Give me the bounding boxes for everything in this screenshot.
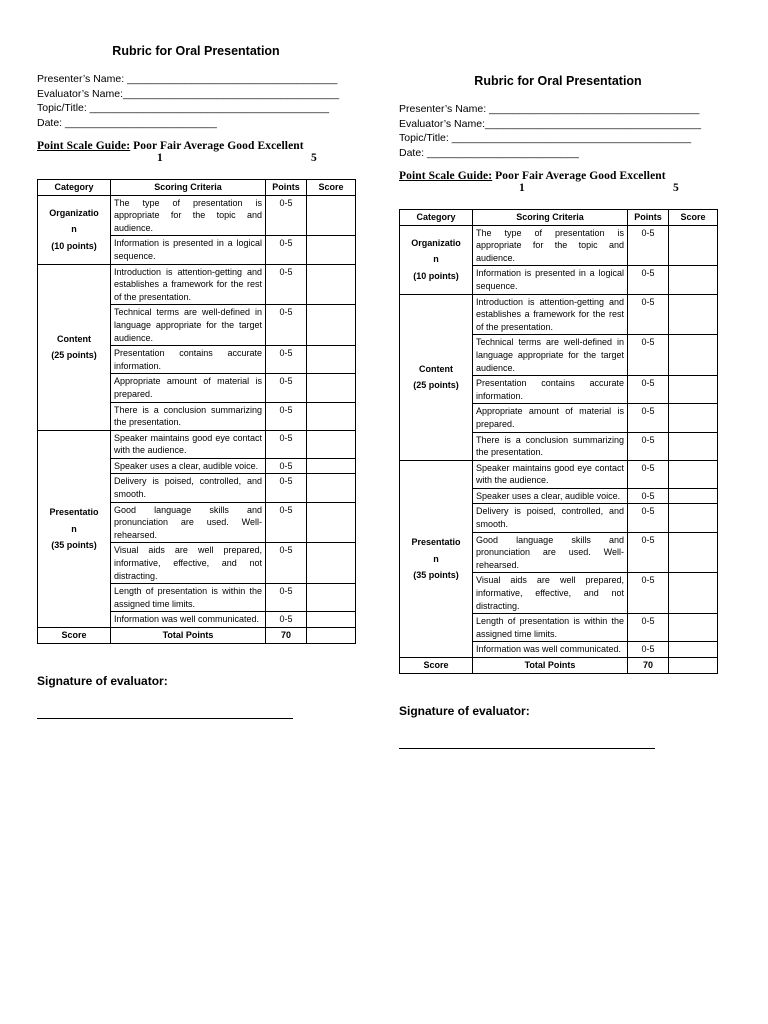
points-range: 0-5 — [266, 458, 307, 474]
footer-score-cell[interactable] — [669, 658, 718, 674]
date-field[interactable]: Date: __________________________ — [399, 146, 579, 159]
criteria-text: Information is presented in a logical sequence. — [473, 266, 628, 294]
score-cell[interactable] — [669, 335, 718, 376]
score-cell[interactable] — [307, 474, 356, 502]
evaluator-name-field[interactable]: Evaluator’s Name:_____________________________________ — [399, 117, 702, 130]
score-cell[interactable] — [669, 504, 718, 532]
form-fields — [37, 72, 355, 130]
header-score: Score — [669, 210, 718, 226]
score-cell[interactable] — [307, 264, 356, 305]
points-range: 0-5 — [266, 374, 307, 402]
criteria-text: Length of presentation is within the assigned time limits. — [111, 584, 266, 612]
header-category: Category — [400, 210, 473, 226]
footer-score-label: Score — [400, 658, 473, 674]
category-name-line: Presentatio — [49, 506, 99, 517]
points-range: 0-5 — [266, 502, 307, 543]
score-cell[interactable] — [307, 458, 356, 474]
criteria-text: Information was well communicated. — [473, 642, 628, 658]
category-name-line: Organizatio — [49, 207, 99, 218]
score-cell[interactable] — [307, 612, 356, 628]
category-name-line: n — [433, 553, 439, 564]
score-cell[interactable] — [307, 430, 356, 458]
evaluator-name-field[interactable]: Evaluator’s Name:_____________________________________ — [37, 87, 340, 100]
category-name-line: Content — [57, 333, 91, 344]
score-cell[interactable] — [307, 374, 356, 402]
points-range: 0-5 — [628, 504, 669, 532]
points-range: 0-5 — [266, 612, 307, 628]
point-scale-guide — [37, 140, 355, 166]
scale-levels: Poor Fair Average Good Excellent — [133, 140, 304, 152]
footer-total-value: 70 — [628, 658, 669, 674]
criteria-text: Visual aids are well prepared, informative, effective, and not distracting. — [111, 543, 266, 584]
points-range: 0-5 — [628, 335, 669, 376]
rubric-title: Rubric for Oral Presentation — [474, 74, 642, 88]
points-range: 0-5 — [628, 532, 669, 573]
criteria-text: Good language skills and pronunciation are used. Well-rehearsed. — [111, 502, 266, 543]
header-category: Category — [38, 180, 111, 196]
score-cell[interactable] — [669, 614, 718, 642]
criteria-text: Presentation contains accurate information. — [473, 376, 628, 404]
criteria-text: Good language skills and pronunciation are used. Well-rehearsed. — [473, 532, 628, 573]
points-range: 0-5 — [628, 266, 669, 294]
points-range: 0-5 — [628, 225, 669, 266]
score-cell[interactable] — [307, 236, 356, 264]
scale-label: Point Scale Guide: — [37, 140, 131, 152]
footer-total-label: Total Points — [473, 658, 628, 674]
points-range: 0-5 — [266, 346, 307, 374]
points-range: 0-5 — [628, 294, 669, 335]
signature-line[interactable] — [399, 748, 655, 749]
header-score: Score — [307, 180, 356, 196]
criteria-text: There is a conclusion summarizing the presentation. — [473, 432, 628, 460]
points-range: 0-5 — [628, 432, 669, 460]
scale-label: Point Scale Guide: — [399, 170, 493, 182]
table-header-row — [400, 210, 718, 226]
presenter-name-field[interactable]: Presenter’s Name: ____________________________________ — [399, 103, 700, 115]
criteria-text: Delivery is poised, controlled, and smooth. — [473, 504, 628, 532]
category-name-line: (25 points) — [51, 350, 97, 361]
score-cell[interactable] — [669, 488, 718, 504]
score-cell[interactable] — [307, 402, 356, 430]
scale-low: 1 — [157, 152, 163, 164]
rubric-left — [37, 44, 355, 719]
score-cell[interactable] — [307, 584, 356, 612]
criteria-text: Speaker maintains good eye contact with the audience. — [473, 460, 628, 488]
score-cell[interactable] — [669, 532, 718, 573]
criteria-text: Speaker uses a clear, audible voice. — [473, 488, 628, 504]
category-cell — [38, 195, 111, 264]
criteria-row — [400, 294, 718, 335]
criteria-text: Technical terms are well-defined in language appropriate for the target audience. — [473, 335, 628, 376]
points-range: 0-5 — [266, 543, 307, 584]
header-points: Points — [266, 180, 307, 196]
score-cell[interactable] — [669, 266, 718, 294]
points-range: 0-5 — [628, 642, 669, 658]
criteria-text: Appropriate amount of material is prepared. — [473, 404, 628, 432]
criteria-text: Technical terms are well-defined in language appropriate for the target audience. — [111, 305, 266, 346]
score-cell[interactable] — [307, 195, 356, 236]
rubric-table — [37, 179, 356, 644]
score-cell[interactable] — [669, 404, 718, 432]
presenter-name-field[interactable]: Presenter’s Name: ____________________________________ — [37, 73, 338, 85]
category-cell — [400, 460, 473, 657]
rubric-right — [399, 74, 717, 749]
footer-total-value: 70 — [266, 628, 307, 644]
header-points: Points — [628, 210, 669, 226]
points-range: 0-5 — [266, 236, 307, 264]
criteria-row — [38, 430, 356, 458]
scale-levels: Poor Fair Average Good Excellent — [495, 170, 666, 182]
category-name-line: Content — [419, 363, 453, 374]
topic-title-field[interactable]: Topic/Title: _________________________________________ — [399, 132, 692, 144]
category-name-line: n — [71, 224, 77, 235]
category-name-line: Presentatio — [411, 536, 461, 547]
form-fields — [399, 102, 717, 160]
points-range: 0-5 — [266, 305, 307, 346]
criteria-row — [400, 460, 718, 488]
date-field[interactable]: Date: __________________________ — [37, 116, 217, 129]
points-range: 0-5 — [266, 402, 307, 430]
score-cell[interactable] — [669, 432, 718, 460]
criteria-text: Presentation contains accurate information. — [111, 346, 266, 374]
criteria-text: There is a conclusion summarizing the presentation. — [111, 402, 266, 430]
criteria-text: Appropriate amount of material is prepared. — [111, 374, 266, 402]
category-name-line: n — [71, 523, 77, 534]
criteria-row — [400, 225, 718, 266]
score-cell[interactable] — [669, 573, 718, 614]
topic-title-field[interactable]: Topic/Title: _________________________________________ — [37, 102, 330, 114]
criteria-text: Introduction is attention-getting and establishes a framework for the rest of the presentation. — [473, 294, 628, 335]
criteria-text: The type of presentation is appropriate for the topic and audience. — [111, 195, 266, 236]
criteria-text: Speaker maintains good eye contact with the audience. — [111, 430, 266, 458]
points-range: 0-5 — [266, 474, 307, 502]
criteria-text: Length of presentation is within the assigned time limits. — [473, 614, 628, 642]
signature-line[interactable] — [37, 718, 293, 719]
points-range: 0-5 — [266, 430, 307, 458]
criteria-text: Visual aids are well prepared, informative, effective, and not distracting. — [473, 573, 628, 614]
criteria-text: Speaker uses a clear, audible voice. — [111, 458, 266, 474]
criteria-row — [38, 264, 356, 305]
score-cell[interactable] — [669, 294, 718, 335]
scale-low: 1 — [519, 182, 525, 194]
total-row — [38, 628, 356, 644]
category-cell — [400, 225, 473, 294]
category-name-line: (35 points) — [51, 540, 97, 551]
category-cell — [38, 264, 111, 430]
score-cell[interactable] — [307, 305, 356, 346]
score-cell[interactable] — [669, 376, 718, 404]
signature-label: Signature of evaluator: — [399, 703, 530, 718]
criteria-text: Delivery is poised, controlled, and smooth. — [111, 474, 266, 502]
category-cell — [38, 430, 111, 627]
footer-score-cell[interactable] — [307, 628, 356, 644]
category-name-line: (35 points) — [413, 570, 459, 581]
header-criteria: Scoring Criteria — [111, 180, 266, 196]
score-cell[interactable] — [307, 502, 356, 543]
points-range: 0-5 — [628, 573, 669, 614]
category-name-line: (25 points) — [413, 380, 459, 391]
score-cell[interactable] — [669, 460, 718, 488]
score-cell[interactable] — [307, 543, 356, 584]
points-range: 0-5 — [628, 404, 669, 432]
criteria-text: Information is presented in a logical sequence. — [111, 236, 266, 264]
criteria-text: Introduction is attention-getting and establishes a framework for the rest of the presentation. — [111, 264, 266, 305]
scale-high: 5 — [673, 182, 679, 194]
points-range: 0-5 — [628, 460, 669, 488]
criteria-text: Information was well communicated. — [111, 612, 266, 628]
points-range: 0-5 — [628, 488, 669, 504]
table-header-row — [38, 180, 356, 196]
category-cell — [400, 294, 473, 460]
points-range: 0-5 — [266, 584, 307, 612]
header-criteria: Scoring Criteria — [473, 210, 628, 226]
points-range: 0-5 — [266, 195, 307, 236]
category-name-line: n — [433, 254, 439, 265]
category-name-line: Organizatio — [411, 237, 461, 248]
rubric-title: Rubric for Oral Presentation — [112, 44, 280, 58]
points-range: 0-5 — [628, 376, 669, 404]
category-name-line: (10 points) — [413, 270, 459, 281]
score-cell[interactable] — [669, 225, 718, 266]
rubric-table — [399, 209, 718, 674]
total-row — [400, 658, 718, 674]
criteria-row — [38, 195, 356, 236]
score-cell[interactable] — [307, 346, 356, 374]
criteria-text: The type of presentation is appropriate for the topic and audience. — [473, 225, 628, 266]
points-range: 0-5 — [266, 264, 307, 305]
category-name-line: (10 points) — [51, 240, 97, 251]
score-cell[interactable] — [669, 642, 718, 658]
footer-total-label: Total Points — [111, 628, 266, 644]
points-range: 0-5 — [628, 614, 669, 642]
scale-high: 5 — [311, 152, 317, 164]
footer-score-label: Score — [38, 628, 111, 644]
point-scale-guide — [399, 170, 717, 196]
signature-label: Signature of evaluator: — [37, 673, 168, 688]
